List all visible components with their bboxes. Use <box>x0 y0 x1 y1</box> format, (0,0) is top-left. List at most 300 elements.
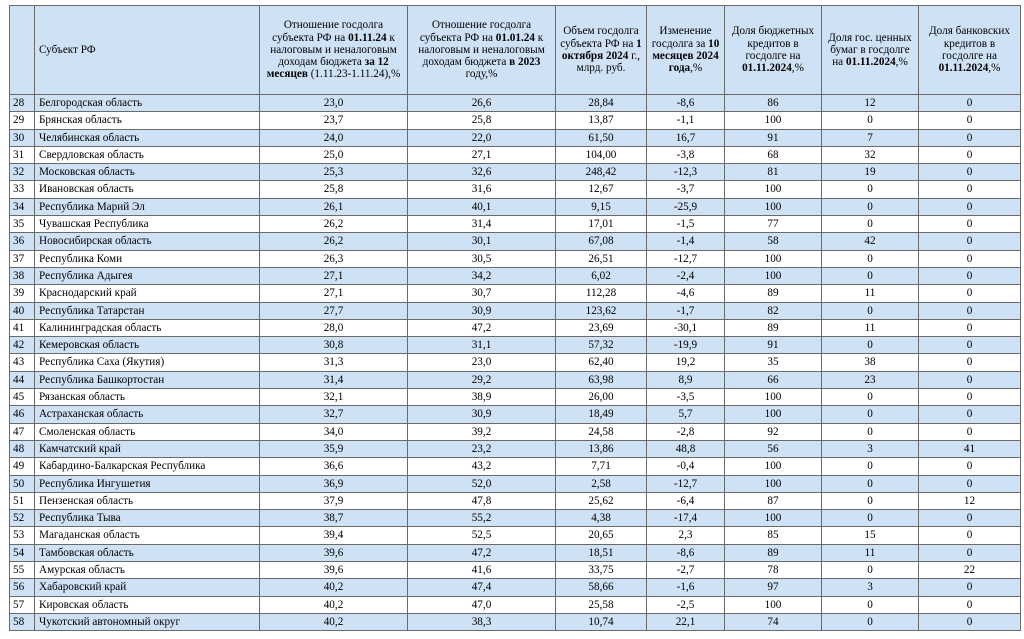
bank-credits-share: 0 <box>919 527 1021 544</box>
budget-credits-share: 68 <box>725 146 822 163</box>
debt-change: -17,4 <box>647 510 725 527</box>
budget-credits-share: 100 <box>725 389 822 406</box>
bank-credits-share: 0 <box>919 198 1021 215</box>
bank-credits-share: 0 <box>919 181 1021 198</box>
debt-to-revenue-12m: 26,1 <box>260 198 408 215</box>
row-number: 39 <box>10 285 35 302</box>
table-row <box>10 510 1021 527</box>
budget-credits-share: 82 <box>725 302 822 319</box>
debt-volume: 26,51 <box>556 250 647 267</box>
table-row <box>10 440 1021 457</box>
debt-volume: 248,42 <box>556 164 647 181</box>
debt-to-revenue-2023: 41,6 <box>408 562 556 579</box>
securities-share: 32 <box>822 146 919 163</box>
bank-credits-share: 0 <box>919 389 1021 406</box>
debt-change: -2,5 <box>647 596 725 613</box>
row-number: 46 <box>10 406 35 423</box>
bank-credits-share: 0 <box>919 475 1021 492</box>
debt-to-revenue-12m: 40,2 <box>260 596 408 613</box>
budget-credits-share: 77 <box>725 216 822 233</box>
subject-name: Кемеровская область <box>35 337 260 354</box>
debt-to-revenue-2023: 40,1 <box>408 198 556 215</box>
debt-to-revenue-2023: 47,4 <box>408 579 556 596</box>
securities-share: 15 <box>822 527 919 544</box>
securities-share: 38 <box>822 354 919 371</box>
debt-to-revenue-2023: 47,2 <box>408 544 556 561</box>
debt-to-revenue-12m: 39,6 <box>260 544 408 561</box>
securities-share: 0 <box>822 198 919 215</box>
debt-volume: 61,50 <box>556 129 647 146</box>
table-row <box>10 613 1021 630</box>
row-number: 43 <box>10 354 35 371</box>
securities-share: 0 <box>822 181 919 198</box>
budget-credits-share: 100 <box>725 596 822 613</box>
row-number: 42 <box>10 337 35 354</box>
row-number: 31 <box>10 146 35 163</box>
row-number: 37 <box>10 250 35 267</box>
subject-name: Республика Адыгея <box>35 267 260 284</box>
budget-credits-share: 81 <box>725 164 822 181</box>
debt-to-revenue-12m: 36,9 <box>260 475 408 492</box>
row-number: 54 <box>10 544 35 561</box>
bank-credits-share: 0 <box>919 458 1021 475</box>
bank-credits-share: 0 <box>919 267 1021 284</box>
securities-share: 0 <box>822 302 919 319</box>
securities-share: 0 <box>822 389 919 406</box>
bank-credits-share: 41 <box>919 440 1021 457</box>
table-row <box>10 198 1021 215</box>
budget-credits-share: 97 <box>725 579 822 596</box>
table-row <box>10 302 1021 319</box>
budget-credits-share: 86 <box>725 95 822 112</box>
row-number: 40 <box>10 302 35 319</box>
debt-change: -6,4 <box>647 492 725 509</box>
debt-volume: 57,32 <box>556 337 647 354</box>
row-number: 50 <box>10 475 35 492</box>
header-budget-credits-share: Доля бюджетных кредитов в госдолге на 01.11.2024,% <box>725 6 822 95</box>
bank-credits-share: 0 <box>919 406 1021 423</box>
row-number: 34 <box>10 198 35 215</box>
debt-to-revenue-12m: 40,2 <box>260 579 408 596</box>
debt-change: -19,9 <box>647 337 725 354</box>
table-row <box>10 164 1021 181</box>
debt-to-revenue-12m: 26,2 <box>260 216 408 233</box>
debt-to-revenue-2023: 38,3 <box>408 613 556 630</box>
debt-change: -2,8 <box>647 423 725 440</box>
row-number: 51 <box>10 492 35 509</box>
debt-to-revenue-12m: 30,8 <box>260 337 408 354</box>
bank-credits-share: 0 <box>919 250 1021 267</box>
table-row <box>10 112 1021 129</box>
table-row <box>10 371 1021 388</box>
header-debt-to-revenue-12m: Отношение госдолга субъекта РФ на 01.11.24 к налоговым и неналоговым доходам бюджета за 12 месяцев (1.11.23-1.11.24),% <box>260 6 408 95</box>
debt-to-revenue-12m: 25,8 <box>260 181 408 198</box>
debt-to-revenue-2023: 26,6 <box>408 95 556 112</box>
debt-to-revenue-2023: 30,7 <box>408 285 556 302</box>
securities-share: 23 <box>822 371 919 388</box>
securities-share: 7 <box>822 129 919 146</box>
subject-name: Камчатский край <box>35 440 260 457</box>
securities-share: 0 <box>822 250 919 267</box>
budget-credits-share: 91 <box>725 129 822 146</box>
table-row <box>10 95 1021 112</box>
debt-to-revenue-2023: 30,9 <box>408 302 556 319</box>
debt-change: -3,5 <box>647 389 725 406</box>
row-number: 41 <box>10 319 35 336</box>
debt-to-revenue-2023: 31,6 <box>408 181 556 198</box>
debt-volume: 18,49 <box>556 406 647 423</box>
securities-share: 0 <box>822 596 919 613</box>
table-row <box>10 319 1021 336</box>
subject-name: Республика Ингушетия <box>35 475 260 492</box>
bank-credits-share: 0 <box>919 233 1021 250</box>
debt-to-revenue-12m: 27,1 <box>260 285 408 302</box>
budget-credits-share: 78 <box>725 562 822 579</box>
securities-share: 0 <box>822 423 919 440</box>
budget-credits-share: 100 <box>725 181 822 198</box>
subject-name: Кабардино-Балкарская Республика <box>35 458 260 475</box>
debt-to-revenue-2023: 39,2 <box>408 423 556 440</box>
bank-credits-share: 0 <box>919 371 1021 388</box>
header-debt-to-revenue-2023: Отношение госдолга субъекта РФ на 01.01.24 к налоговым и неналоговым доходам бюджета в 2023 году,% <box>408 6 556 95</box>
securities-share: 11 <box>822 544 919 561</box>
subject-name: Республика Саха (Якутия) <box>35 354 260 371</box>
bank-credits-share: 0 <box>919 112 1021 129</box>
debt-to-revenue-12m: 24,0 <box>260 129 408 146</box>
table-row <box>10 267 1021 284</box>
subject-name: Челябинская область <box>35 129 260 146</box>
debt-volume: 9,15 <box>556 198 647 215</box>
debt-to-revenue-2023: 34,2 <box>408 267 556 284</box>
debt-to-revenue-12m: 36,6 <box>260 458 408 475</box>
subject-name: Калининградская область <box>35 319 260 336</box>
debt-volume: 18,51 <box>556 544 647 561</box>
debt-change: 48,8 <box>647 440 725 457</box>
debt-change: 8,9 <box>647 371 725 388</box>
debt-to-revenue-12m: 26,3 <box>260 250 408 267</box>
debt-to-revenue-2023: 31,4 <box>408 216 556 233</box>
subject-name: Чувашская Республика <box>35 216 260 233</box>
subject-name: Республика Тыва <box>35 510 260 527</box>
debt-volume: 23,69 <box>556 319 647 336</box>
debt-volume: 24,58 <box>556 423 647 440</box>
debt-change: -2,7 <box>647 562 725 579</box>
row-number: 38 <box>10 267 35 284</box>
subject-name: Чукотский автономный округ <box>35 613 260 630</box>
table-row <box>10 423 1021 440</box>
debt-volume: 12,67 <box>556 181 647 198</box>
subject-name: Кировская область <box>35 596 260 613</box>
debt-to-revenue-12m: 28,0 <box>260 319 408 336</box>
row-number: 56 <box>10 579 35 596</box>
subject-name: Хабаровский край <box>35 579 260 596</box>
securities-share: 0 <box>822 112 919 129</box>
securities-share: 0 <box>822 267 919 284</box>
budget-credits-share: 100 <box>725 267 822 284</box>
table-row <box>10 475 1021 492</box>
row-number: 55 <box>10 562 35 579</box>
debt-change: -1,1 <box>647 112 725 129</box>
debt-change: -0,4 <box>647 458 725 475</box>
debt-to-revenue-2023: 30,5 <box>408 250 556 267</box>
debt-to-revenue-2023: 43,2 <box>408 458 556 475</box>
debt-to-revenue-12m: 23,7 <box>260 112 408 129</box>
debt-to-revenue-12m: 35,9 <box>260 440 408 457</box>
subject-name: Свердловская область <box>35 146 260 163</box>
row-number: 47 <box>10 423 35 440</box>
debt-to-revenue-2023: 30,1 <box>408 233 556 250</box>
debt-volume: 28,84 <box>556 95 647 112</box>
budget-credits-share: 100 <box>725 112 822 129</box>
securities-share: 3 <box>822 579 919 596</box>
securities-share: 0 <box>822 562 919 579</box>
debt-change: 16,7 <box>647 129 725 146</box>
table-row <box>10 492 1021 509</box>
debt-to-revenue-12m: 34,0 <box>260 423 408 440</box>
debt-to-revenue-2023: 31,1 <box>408 337 556 354</box>
securities-share: 0 <box>822 492 919 509</box>
budget-credits-share: 56 <box>725 440 822 457</box>
securities-share: 0 <box>822 475 919 492</box>
debt-change: -3,7 <box>647 181 725 198</box>
subject-name: Рязанская область <box>35 389 260 406</box>
debt-to-revenue-12m: 25,3 <box>260 164 408 181</box>
securities-share: 0 <box>822 216 919 233</box>
subject-name: Астраханская область <box>35 406 260 423</box>
debt-to-revenue-12m: 23,0 <box>260 95 408 112</box>
debt-volume: 2,58 <box>556 475 647 492</box>
securities-share: 19 <box>822 164 919 181</box>
row-number: 52 <box>10 510 35 527</box>
table-row <box>10 562 1021 579</box>
budget-credits-share: 100 <box>725 458 822 475</box>
debt-change: -12,7 <box>647 250 725 267</box>
table-row <box>10 285 1021 302</box>
subject-name: Новосибирская область <box>35 233 260 250</box>
row-number: 29 <box>10 112 35 129</box>
budget-credits-share: 100 <box>725 475 822 492</box>
budget-credits-share: 85 <box>725 527 822 544</box>
debt-to-revenue-2023: 23,2 <box>408 440 556 457</box>
table-header-row <box>10 6 1021 95</box>
subject-name: Смоленская область <box>35 423 260 440</box>
debt-volume: 67,08 <box>556 233 647 250</box>
bank-credits-share: 0 <box>919 95 1021 112</box>
securities-share: 0 <box>822 406 919 423</box>
row-number: 48 <box>10 440 35 457</box>
securities-share: 0 <box>822 510 919 527</box>
budget-credits-share: 89 <box>725 319 822 336</box>
debt-volume: 62,40 <box>556 354 647 371</box>
debt-volume: 112,28 <box>556 285 647 302</box>
bank-credits-share: 0 <box>919 579 1021 596</box>
bank-credits-share: 0 <box>919 285 1021 302</box>
budget-credits-share: 89 <box>725 285 822 302</box>
subject-name: Республика Коми <box>35 250 260 267</box>
subject-name: Пензенская область <box>35 492 260 509</box>
subject-name: Республика Татарстан <box>35 302 260 319</box>
row-number: 53 <box>10 527 35 544</box>
securities-share: 12 <box>822 95 919 112</box>
debt-volume: 13,86 <box>556 440 647 457</box>
header-debt-change: Изменение госдолга за 10 месяцев 2024 года,% <box>647 6 725 95</box>
debt-to-revenue-2023: 23,0 <box>408 354 556 371</box>
table-row <box>10 544 1021 561</box>
subject-name: Магаданская область <box>35 527 260 544</box>
bank-credits-share: 0 <box>919 613 1021 630</box>
debt-volume: 25,58 <box>556 596 647 613</box>
bank-credits-share: 0 <box>919 216 1021 233</box>
budget-credits-share: 87 <box>725 492 822 509</box>
table-row <box>10 233 1021 250</box>
debt-volume: 123,62 <box>556 302 647 319</box>
debt-volume: 6,02 <box>556 267 647 284</box>
regional-debt-table <box>9 5 1021 631</box>
securities-share: 0 <box>822 337 919 354</box>
budget-credits-share: 89 <box>725 544 822 561</box>
debt-to-revenue-2023: 38,9 <box>408 389 556 406</box>
header-securities-share: Доля гос. ценных бумаг в госдолге на 01.11.2024,% <box>822 6 919 95</box>
row-number: 57 <box>10 596 35 613</box>
table-row <box>10 527 1021 544</box>
bank-credits-share: 0 <box>919 164 1021 181</box>
budget-credits-share: 58 <box>725 233 822 250</box>
budget-credits-share: 74 <box>725 613 822 630</box>
debt-change: -8,6 <box>647 544 725 561</box>
debt-volume: 17,01 <box>556 216 647 233</box>
debt-to-revenue-12m: 39,4 <box>260 527 408 544</box>
row-number: 49 <box>10 458 35 475</box>
debt-to-revenue-12m: 39,6 <box>260 562 408 579</box>
debt-volume: 33,75 <box>556 562 647 579</box>
subject-name: Республика Марий Эл <box>35 198 260 215</box>
debt-to-revenue-2023: 52,0 <box>408 475 556 492</box>
table-row <box>10 579 1021 596</box>
table-row <box>10 337 1021 354</box>
subject-name: Белгородская область <box>35 95 260 112</box>
debt-change: -8,6 <box>647 95 725 112</box>
budget-credits-share: 100 <box>725 406 822 423</box>
debt-to-revenue-12m: 32,7 <box>260 406 408 423</box>
row-number: 33 <box>10 181 35 198</box>
securities-share: 0 <box>822 458 919 475</box>
header-debt-volume: Объем госдолга субъекта РФ на 1 октября 2024 г., млрд. руб. <box>556 6 647 95</box>
table-row <box>10 406 1021 423</box>
debt-to-revenue-2023: 47,0 <box>408 596 556 613</box>
debt-change: -12,3 <box>647 164 725 181</box>
debt-to-revenue-2023: 47,8 <box>408 492 556 509</box>
debt-to-revenue-12m: 31,3 <box>260 354 408 371</box>
row-number: 58 <box>10 613 35 630</box>
row-number: 28 <box>10 95 35 112</box>
debt-to-revenue-2023: 52,5 <box>408 527 556 544</box>
debt-to-revenue-2023: 25,8 <box>408 112 556 129</box>
debt-volume: 4,38 <box>556 510 647 527</box>
table-row <box>10 216 1021 233</box>
header-subject: Субъект РФ <box>35 6 260 95</box>
table-row <box>10 181 1021 198</box>
debt-to-revenue-12m: 37,9 <box>260 492 408 509</box>
debt-volume: 26,00 <box>556 389 647 406</box>
debt-volume: 7,71 <box>556 458 647 475</box>
debt-to-revenue-12m: 26,2 <box>260 233 408 250</box>
table-row <box>10 458 1021 475</box>
securities-share: 42 <box>822 233 919 250</box>
table-row <box>10 389 1021 406</box>
debt-change: -1,6 <box>647 579 725 596</box>
debt-to-revenue-2023: 30,9 <box>408 406 556 423</box>
table-body <box>10 95 1021 631</box>
bank-credits-share: 0 <box>919 129 1021 146</box>
row-number: 32 <box>10 164 35 181</box>
debt-volume: 13,87 <box>556 112 647 129</box>
debt-to-revenue-2023: 47,2 <box>408 319 556 336</box>
securities-share: 0 <box>822 613 919 630</box>
debt-change: -1,5 <box>647 216 725 233</box>
bank-credits-share: 0 <box>919 319 1021 336</box>
debt-change: 22,1 <box>647 613 725 630</box>
bank-credits-share: 22 <box>919 562 1021 579</box>
securities-share: 3 <box>822 440 919 457</box>
header-bank-credits-share: Доля банковских кредитов в госдолге на 01.11.2024,% <box>919 6 1021 95</box>
budget-credits-share: 35 <box>725 354 822 371</box>
debt-volume: 10,74 <box>556 613 647 630</box>
bank-credits-share: 0 <box>919 544 1021 561</box>
debt-change: -3,8 <box>647 146 725 163</box>
bank-credits-share: 12 <box>919 492 1021 509</box>
debt-to-revenue-12m: 31,4 <box>260 371 408 388</box>
budget-credits-share: 92 <box>725 423 822 440</box>
debt-volume: 63,98 <box>556 371 647 388</box>
debt-change: 5,7 <box>647 406 725 423</box>
row-number: 44 <box>10 371 35 388</box>
row-number: 30 <box>10 129 35 146</box>
debt-to-revenue-12m: 32,1 <box>260 389 408 406</box>
budget-credits-share: 100 <box>725 510 822 527</box>
debt-change: -2,4 <box>647 267 725 284</box>
bank-credits-share: 0 <box>919 423 1021 440</box>
header-number <box>10 6 35 95</box>
debt-to-revenue-2023: 32,6 <box>408 164 556 181</box>
subject-name: Ивановская область <box>35 181 260 198</box>
debt-change: -1,4 <box>647 233 725 250</box>
bank-credits-share: 0 <box>919 302 1021 319</box>
debt-table-container <box>9 5 1020 631</box>
debt-to-revenue-12m: 25,0 <box>260 146 408 163</box>
table-row <box>10 129 1021 146</box>
subject-name: Московская область <box>35 164 260 181</box>
debt-change: -1,7 <box>647 302 725 319</box>
budget-credits-share: 91 <box>725 337 822 354</box>
debt-change: 2,3 <box>647 527 725 544</box>
table-row <box>10 354 1021 371</box>
debt-volume: 58,66 <box>556 579 647 596</box>
debt-change: -30,1 <box>647 319 725 336</box>
debt-to-revenue-12m: 27,1 <box>260 267 408 284</box>
bank-credits-share: 0 <box>919 510 1021 527</box>
debt-to-revenue-2023: 22,0 <box>408 129 556 146</box>
bank-credits-share: 0 <box>919 354 1021 371</box>
table-row <box>10 596 1021 613</box>
table-row <box>10 146 1021 163</box>
subject-name: Амурская область <box>35 562 260 579</box>
bank-credits-share: 0 <box>919 337 1021 354</box>
debt-volume: 20,65 <box>556 527 647 544</box>
securities-share: 11 <box>822 319 919 336</box>
row-number: 35 <box>10 216 35 233</box>
subject-name: Брянская область <box>35 112 260 129</box>
table-row <box>10 250 1021 267</box>
